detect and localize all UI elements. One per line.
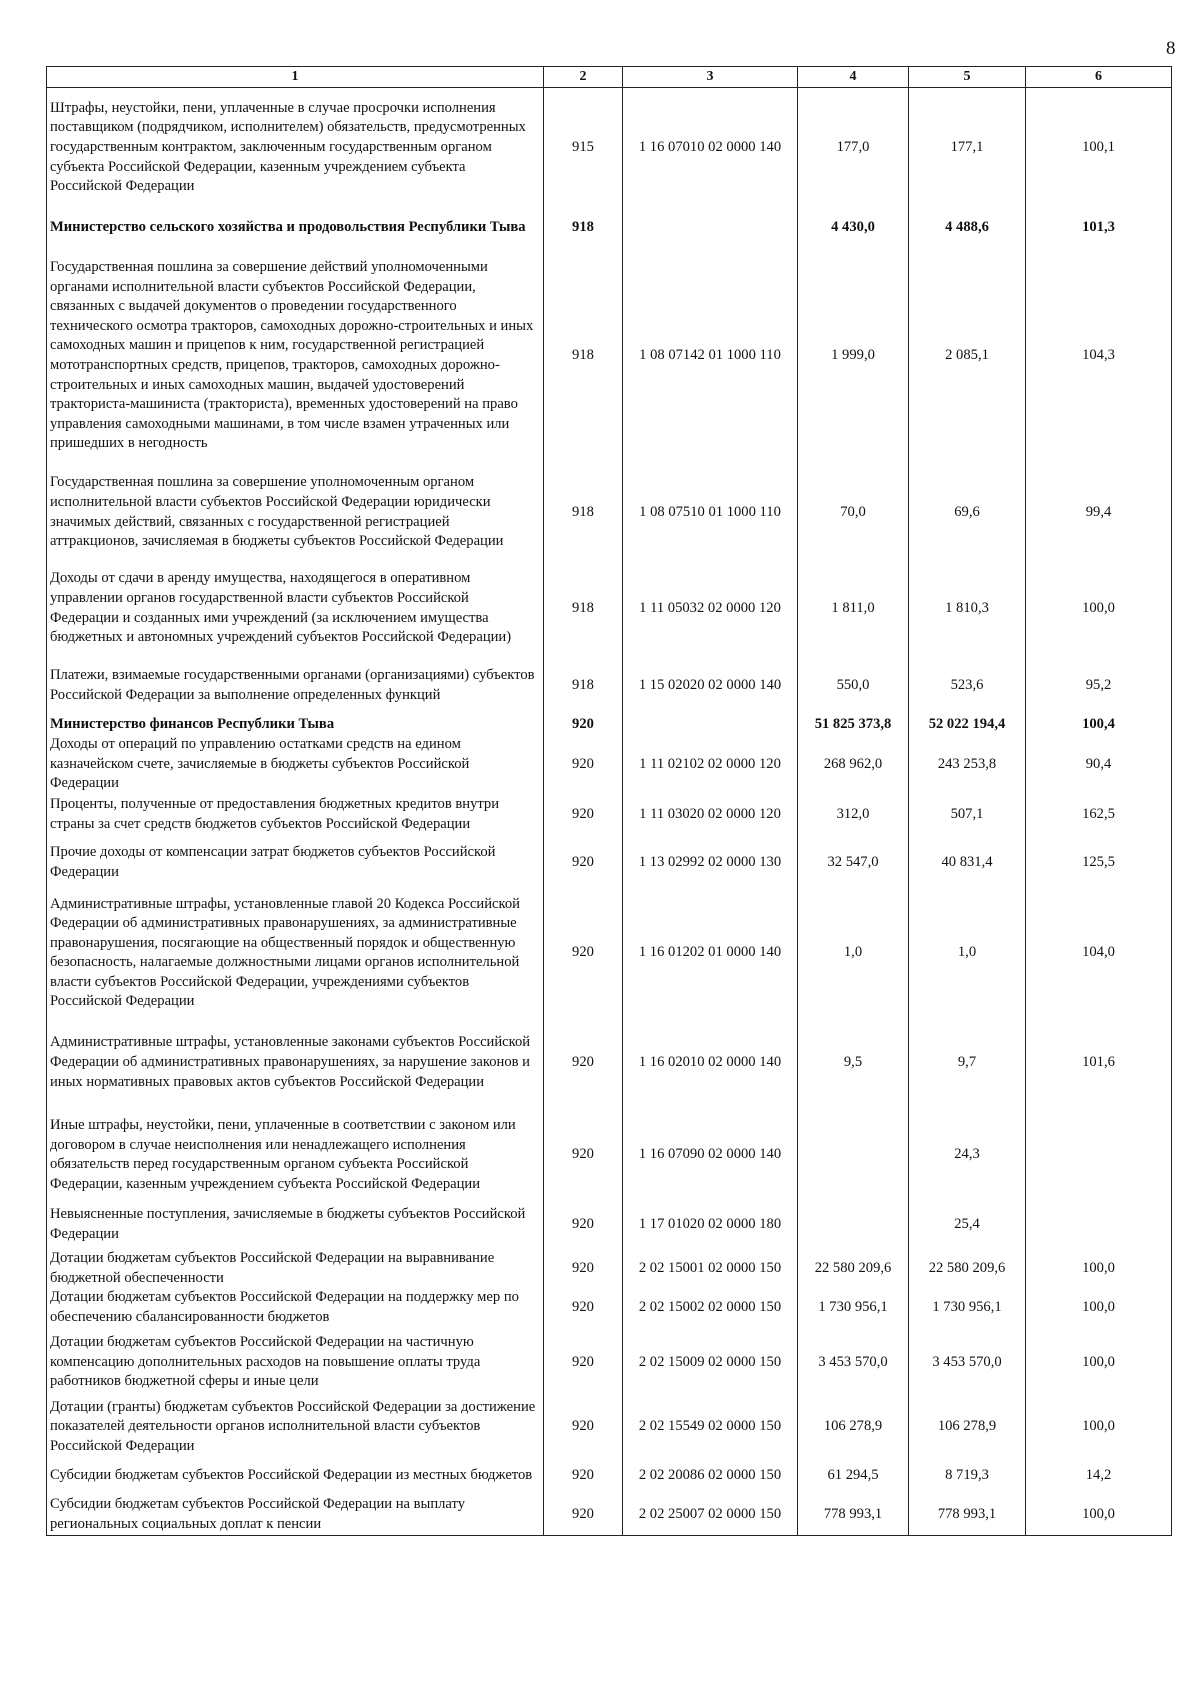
execution-percent: 100,0 bbox=[1026, 1249, 1172, 1288]
planned-amount: 106 278,9 bbox=[798, 1398, 909, 1457]
budget-classification-code: 1 15 02020 02 0000 140 bbox=[623, 657, 798, 715]
admin-code: 920 bbox=[544, 1456, 623, 1495]
admin-code: 918 bbox=[544, 208, 623, 248]
column-number: 1 bbox=[47, 67, 544, 88]
revenue-description: Дотации бюджетам субъектов Российской Федерации на поддержку мер по обеспечению сбалансированности бюджетов bbox=[47, 1288, 544, 1327]
actual-amount: 22 580 209,6 bbox=[909, 1249, 1026, 1288]
admin-code: 920 bbox=[544, 1398, 623, 1457]
actual-amount: 69,6 bbox=[909, 465, 1026, 561]
planned-amount bbox=[798, 1200, 909, 1249]
revenue-description: Доходы от сдачи в аренду имущества, находящегося в оперативном управлении органов государственной власти субъектов Российской Федерации и созданных ими учреждений (за исключением имущества бюджетных и автономных учреждений субъектов Российской Федерации) bbox=[47, 561, 544, 657]
execution-percent bbox=[1026, 1110, 1172, 1200]
revenue-description: Иные штрафы, неустойки, пени, уплаченные в соответствии с законом или договором в случае неисполнения или ненадлежащего исполнения обязательств перед государственным органом субъекта Российской Федерации, казенным учреждением субъекта Российской Федерации bbox=[47, 1110, 544, 1200]
planned-amount: 268 962,0 bbox=[798, 734, 909, 795]
table-row bbox=[47, 1110, 1172, 1200]
actual-amount: 25,4 bbox=[909, 1200, 1026, 1249]
revenue-description: Дотации бюджетам субъектов Российской Федерации на выравнивание бюджетной обеспеченности bbox=[47, 1249, 544, 1288]
column-number: 6 bbox=[1026, 67, 1172, 88]
actual-amount: 2 085,1 bbox=[909, 248, 1026, 465]
planned-amount: 1 999,0 bbox=[798, 248, 909, 465]
actual-amount: 1 810,3 bbox=[909, 561, 1026, 657]
actual-amount: 1,0 bbox=[909, 891, 1026, 1015]
admin-code: 920 bbox=[544, 715, 623, 735]
execution-percent: 100,0 bbox=[1026, 1328, 1172, 1398]
table-row bbox=[47, 248, 1172, 465]
budget-classification-code: 1 11 03020 02 0000 120 bbox=[623, 795, 798, 834]
table-row bbox=[47, 88, 1172, 208]
admin-code: 920 bbox=[544, 1015, 623, 1110]
planned-amount: 4 430,0 bbox=[798, 208, 909, 248]
execution-percent: 100,4 bbox=[1026, 715, 1172, 735]
revenue-description: Штрафы, неустойки, пени, уплаченные в случае просрочки исполнения поставщиком (подрядчиком, исполнителем) обязательств, предусмотренных государственным контрактом, заключенным государственным органом субъекта Российской Федерации, казенным учреждением субъекта Российской Федерации bbox=[47, 88, 544, 208]
budget-classification-code: 2 02 15001 02 0000 150 bbox=[623, 1249, 798, 1288]
actual-amount: 52 022 194,4 bbox=[909, 715, 1026, 735]
admin-code: 920 bbox=[544, 1110, 623, 1200]
revenue-description: Министерство финансов Республики Тыва bbox=[47, 715, 544, 735]
actual-amount: 9,7 bbox=[909, 1015, 1026, 1110]
budget-classification-code: 1 17 01020 02 0000 180 bbox=[623, 1200, 798, 1249]
execution-percent: 104,3 bbox=[1026, 248, 1172, 465]
budget-classification-code: 2 02 20086 02 0000 150 bbox=[623, 1456, 798, 1495]
admin-code: 918 bbox=[544, 561, 623, 657]
execution-percent: 90,4 bbox=[1026, 734, 1172, 795]
planned-amount: 177,0 bbox=[798, 88, 909, 208]
column-number-row bbox=[47, 67, 1172, 88]
admin-code: 920 bbox=[544, 1200, 623, 1249]
revenue-description: Проценты, полученные от предоставления бюджетных кредитов внутри страны за счет средств бюджетов субъектов Российской Федерации bbox=[47, 795, 544, 834]
actual-amount: 507,1 bbox=[909, 795, 1026, 834]
budget-classification-code bbox=[623, 208, 798, 248]
revenue-description: Прочие доходы от компенсации затрат бюджетов субъектов Российской Федерации bbox=[47, 834, 544, 891]
table-row bbox=[47, 1249, 1172, 1288]
actual-amount: 523,6 bbox=[909, 657, 1026, 715]
planned-amount: 70,0 bbox=[798, 465, 909, 561]
revenue-description: Субсидии бюджетам субъектов Российской Федерации на выплату региональных социальных доплат к пенсии bbox=[47, 1495, 544, 1535]
revenue-description: Административные штрафы, установленные главой 20 Кодекса Российской Федерации об административных правонарушениях, за административные правонарушения, посягающие на общественный порядок и общественную безопасность, налагаемые должностными лицами органов исполнительной власти субъектов Российской Федерации, учреждениями субъектов Российской Федерации bbox=[47, 891, 544, 1015]
revenue-description: Государственная пошлина за совершение уполномоченным органом исполнительной власти субъектов Российской Федерации юридически значимых действий, связанных с государственной регистрацией аттракционов, зачисляемая в бюджеты субъектов Российской Федерации bbox=[47, 465, 544, 561]
admin-code: 918 bbox=[544, 657, 623, 715]
actual-amount: 3 453 570,0 bbox=[909, 1328, 1026, 1398]
planned-amount: 778 993,1 bbox=[798, 1495, 909, 1535]
execution-percent: 100,0 bbox=[1026, 561, 1172, 657]
budget-classification-code: 1 11 05032 02 0000 120 bbox=[623, 561, 798, 657]
planned-amount: 3 453 570,0 bbox=[798, 1328, 909, 1398]
actual-amount: 778 993,1 bbox=[909, 1495, 1026, 1535]
budget-classification-code: 1 11 02102 02 0000 120 bbox=[623, 734, 798, 795]
column-number: 4 bbox=[798, 67, 909, 88]
column-number: 5 bbox=[909, 67, 1026, 88]
actual-amount: 24,3 bbox=[909, 1110, 1026, 1200]
admin-code: 918 bbox=[544, 465, 623, 561]
revenue-description: Министерство сельского хозяйства и продовольствия Республики Тыва bbox=[47, 208, 544, 248]
planned-amount: 312,0 bbox=[798, 795, 909, 834]
planned-amount: 550,0 bbox=[798, 657, 909, 715]
planned-amount: 61 294,5 bbox=[798, 1456, 909, 1495]
admin-code: 920 bbox=[544, 1249, 623, 1288]
revenue-description: Платежи, взимаемые государственными органами (организациями) субъектов Российской Федерации за выполнение определенных функций bbox=[47, 657, 544, 715]
page-number: 8 bbox=[1166, 38, 1176, 59]
revenue-description: Дотации бюджетам субъектов Российской Федерации на частичную компенсацию дополнительных расходов на повышение оплаты труда работников бюджетной сферы и иные цели bbox=[47, 1328, 544, 1398]
admin-code: 920 bbox=[544, 795, 623, 834]
table-row bbox=[47, 795, 1172, 834]
planned-amount: 1 730 956,1 bbox=[798, 1288, 909, 1327]
table-row bbox=[47, 1398, 1172, 1457]
admin-code: 920 bbox=[544, 734, 623, 795]
budget-classification-code: 1 16 02010 02 0000 140 bbox=[623, 1015, 798, 1110]
revenue-description: Невыясненные поступления, зачисляемые в бюджеты субъектов Российской Федерации bbox=[47, 1200, 544, 1249]
admin-code: 920 bbox=[544, 1495, 623, 1535]
execution-percent: 101,6 bbox=[1026, 1015, 1172, 1110]
execution-percent bbox=[1026, 1200, 1172, 1249]
revenue-description: Доходы от операций по управлению остатками средств на едином казначейском счете, зачисляемые в бюджеты субъектов Российской Федерации bbox=[47, 734, 544, 795]
actual-amount: 40 831,4 bbox=[909, 834, 1026, 891]
budget-classification-code: 1 16 07010 02 0000 140 bbox=[623, 88, 798, 208]
execution-percent: 100,1 bbox=[1026, 88, 1172, 208]
budget-classification-code: 1 16 01202 01 0000 140 bbox=[623, 891, 798, 1015]
table-row bbox=[47, 1288, 1172, 1327]
execution-percent: 95,2 bbox=[1026, 657, 1172, 715]
actual-amount: 243 253,8 bbox=[909, 734, 1026, 795]
execution-percent: 100,0 bbox=[1026, 1288, 1172, 1327]
table-row bbox=[47, 834, 1172, 891]
admin-code: 920 bbox=[544, 834, 623, 891]
revenue-description: Субсидии бюджетам субъектов Российской Федерации из местных бюджетов bbox=[47, 1456, 544, 1495]
admin-code: 920 bbox=[544, 1328, 623, 1398]
planned-amount: 1,0 bbox=[798, 891, 909, 1015]
budget-classification-code: 1 13 02992 02 0000 130 bbox=[623, 834, 798, 891]
execution-percent: 14,2 bbox=[1026, 1456, 1172, 1495]
table-row bbox=[47, 657, 1172, 715]
table-row bbox=[47, 1456, 1172, 1495]
budget-classification-code: 2 02 15002 02 0000 150 bbox=[623, 1288, 798, 1327]
table-row bbox=[47, 1200, 1172, 1249]
budget-classification-code: 2 02 15009 02 0000 150 bbox=[623, 1328, 798, 1398]
actual-amount: 106 278,9 bbox=[909, 1398, 1026, 1457]
budget-classification-code: 1 08 07510 01 1000 110 bbox=[623, 465, 798, 561]
execution-percent: 99,4 bbox=[1026, 465, 1172, 561]
revenue-description: Дотации (гранты) бюджетам субъектов Российской Федерации за достижение показателей деятельности органов исполнительной власти субъектов Российской Федерации bbox=[47, 1398, 544, 1457]
execution-percent: 100,0 bbox=[1026, 1398, 1172, 1457]
planned-amount: 22 580 209,6 bbox=[798, 1249, 909, 1288]
planned-amount: 51 825 373,8 bbox=[798, 715, 909, 735]
execution-percent: 125,5 bbox=[1026, 834, 1172, 891]
table-row bbox=[47, 561, 1172, 657]
table-row bbox=[47, 891, 1172, 1015]
planned-amount: 9,5 bbox=[798, 1015, 909, 1110]
actual-amount: 8 719,3 bbox=[909, 1456, 1026, 1495]
execution-percent: 162,5 bbox=[1026, 795, 1172, 834]
admin-code: 920 bbox=[544, 891, 623, 1015]
admin-code: 920 bbox=[544, 1288, 623, 1327]
actual-amount: 177,1 bbox=[909, 88, 1026, 208]
execution-percent: 101,3 bbox=[1026, 208, 1172, 248]
column-number: 3 bbox=[623, 67, 798, 88]
planned-amount bbox=[798, 1110, 909, 1200]
actual-amount: 1 730 956,1 bbox=[909, 1288, 1026, 1327]
planned-amount: 1 811,0 bbox=[798, 561, 909, 657]
budget-classification-code: 1 16 07090 02 0000 140 bbox=[623, 1110, 798, 1200]
ministry-row bbox=[47, 715, 1172, 735]
table-row bbox=[47, 1495, 1172, 1535]
planned-amount: 32 547,0 bbox=[798, 834, 909, 891]
execution-percent: 100,0 bbox=[1026, 1495, 1172, 1535]
table-row bbox=[47, 1328, 1172, 1398]
revenue-description: Государственная пошлина за совершение действий уполномоченными органами исполнительной власти субъектов Российской Федерации, связанных с выдачей документов о проведении государственного технического осмотра тракторов, самоходных дорожно-строительных и иных самоходных машин и прицепов к ним, государственной регистрацией мототранспортных средств, прицепов, тракторов, самоходных дорожно-строительных и иных самоходных машин, выдачей удостоверений тракториста-машиниста (тракториста), временных удостоверений на право управления самоходными машинами, в том числе взамен утраченных или пришедших в негодность bbox=[47, 248, 544, 465]
ministry-row bbox=[47, 208, 1172, 248]
revenue-description: Административные штрафы, установленные законами субъектов Российской Федерации об административных правонарушениях, за нарушение законов и иных нормативных правовых актов субъектов Российской Федерации bbox=[47, 1015, 544, 1110]
column-number: 2 bbox=[544, 67, 623, 88]
budget-classification-code: 2 02 25007 02 0000 150 bbox=[623, 1495, 798, 1535]
table-row bbox=[47, 1015, 1172, 1110]
budget-classification-code: 2 02 15549 02 0000 150 bbox=[623, 1398, 798, 1457]
admin-code: 918 bbox=[544, 248, 623, 465]
table-row bbox=[47, 465, 1172, 561]
budget-classification-code: 1 08 07142 01 1000 110 bbox=[623, 248, 798, 465]
actual-amount: 4 488,6 bbox=[909, 208, 1026, 248]
revenue-table bbox=[46, 66, 1172, 1536]
execution-percent: 104,0 bbox=[1026, 891, 1172, 1015]
budget-classification-code bbox=[623, 715, 798, 735]
table-row bbox=[47, 734, 1172, 795]
admin-code: 915 bbox=[544, 88, 623, 208]
